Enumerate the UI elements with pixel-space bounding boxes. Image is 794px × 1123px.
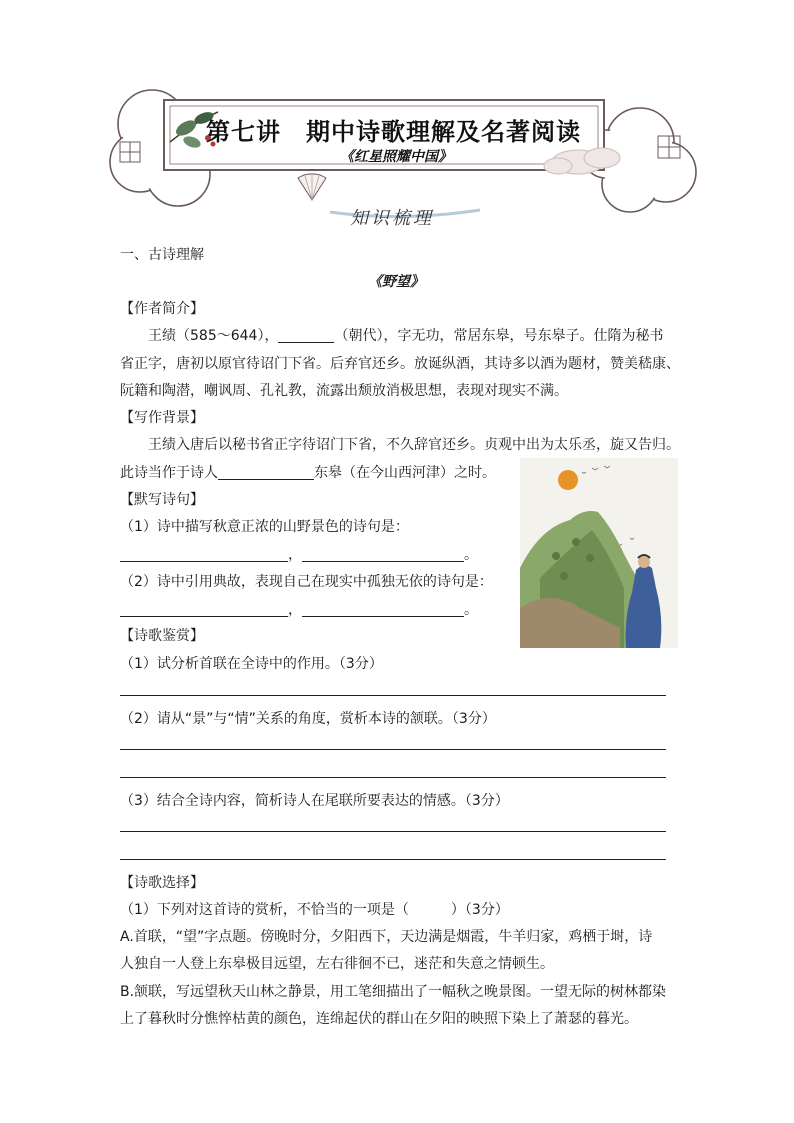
period: 。 bbox=[464, 547, 478, 563]
recite-1-blank-b[interactable] bbox=[302, 545, 464, 562]
option-b-line-2: 上了暮秋时分憔悴枯黄的颜色，连绵起伏的群山在夕阳的映照下染上了萧瑟的暮光。 bbox=[120, 1011, 638, 1027]
recite-2-blank-a[interactable] bbox=[120, 600, 288, 617]
comma: ， bbox=[288, 602, 302, 618]
recite-answer-2 bbox=[120, 600, 478, 620]
page-title: 第七讲 期中诗歌理解及名著阅读 bbox=[206, 117, 581, 146]
background-label: 【写作背景】 bbox=[120, 410, 204, 426]
option-b-line-1: B.颔联，写远望秋天山林之静景，用工笔细描出了一幅秋之晚景图。一望无际的树林都染 bbox=[120, 984, 667, 1000]
recite-label: 【默写诗句】 bbox=[120, 492, 204, 508]
section-heading: 一、古诗理解 bbox=[120, 247, 204, 263]
answer-line[interactable] bbox=[120, 749, 666, 750]
answer-line[interactable] bbox=[120, 777, 666, 778]
background-line-1: 王绩入唐后以秘书省正字待诏门下省，不久辞官还乡。贞观中出为太乐丞，旋又告归。 bbox=[148, 437, 680, 453]
choice-question-1: （1）下列对这首诗的赏析，不恰当的一项是（ ）（3分） bbox=[120, 902, 509, 918]
background-line-2 bbox=[120, 463, 496, 483]
poem-illustration bbox=[520, 458, 678, 648]
comma: ， bbox=[288, 547, 302, 563]
option-a-line-2: 人独自一人登上东皋极目远望，左右徘徊不已，迷茫和失意之情顿生。 bbox=[120, 956, 554, 972]
background-line-2-end: 东皋（在今山西河津）之时。 bbox=[314, 465, 496, 481]
appreciation-question-3: （3）结合全诗内容，简析诗人在尾联所要表达的情感。（3分） bbox=[120, 793, 509, 809]
answer-line[interactable] bbox=[120, 831, 666, 832]
recite-answer-1 bbox=[120, 545, 478, 565]
author-line-3: 阮籍和陶潜，嘲讽周、孔礼教，流露出颓放消极思想，表现对现实不满。 bbox=[120, 383, 568, 399]
page-subtitle: 《红星照耀中国》 bbox=[340, 149, 452, 165]
option-a-line-1: A.首联，“望”字点题。傍晚时分，夕阳西下，天边满是烟霞，牛羊归家，鸡栖于埘，诗 bbox=[120, 929, 653, 945]
dynasty-blank[interactable] bbox=[278, 326, 334, 343]
author-line-1 bbox=[148, 326, 663, 346]
recite-question-2: （2）诗中引用典故，表现自己在现实中孤独无依的诗句是： bbox=[120, 574, 493, 590]
recite-question-1: （1）诗中描写秋意正浓的山野景色的诗句是： bbox=[120, 519, 409, 535]
author-line-2: 省正字，唐初以原官待诏门下省。后弃官还乡。放诞纵酒，其诗多以酒为题材，赞美嵇康、 bbox=[120, 356, 680, 372]
recite-1-blank-a[interactable] bbox=[120, 545, 288, 562]
author-label: 【作者简介】 bbox=[120, 301, 204, 317]
setting-sun-icon bbox=[558, 470, 578, 490]
period: 。 bbox=[464, 602, 478, 618]
appreciation-question-2: （2）请从“景”与“情”关系的角度，赏析本诗的颔联。（3分） bbox=[120, 711, 496, 727]
section-banner-label: 知识梳理 bbox=[350, 208, 434, 229]
background-line-2-start: 此诗当作于诗人 bbox=[120, 465, 218, 481]
answer-line[interactable] bbox=[120, 859, 666, 860]
retreat-blank[interactable] bbox=[218, 463, 314, 480]
recite-2-blank-b[interactable] bbox=[302, 600, 464, 617]
choice-label: 【诗歌选择】 bbox=[120, 875, 204, 891]
poem-title: 《野望》 bbox=[368, 274, 424, 290]
answer-line[interactable] bbox=[120, 695, 666, 696]
appreciation-question-1: （1）试分析首联在全诗中的作用。（3分） bbox=[120, 656, 383, 672]
appreciation-label: 【诗歌鉴赏】 bbox=[120, 628, 204, 644]
author-dates: 王绩（585～644）， bbox=[148, 328, 279, 344]
author-line-1-rest: （朝代），字无功，常居东皋，号东皋子。仕隋为秘书 bbox=[334, 328, 664, 344]
